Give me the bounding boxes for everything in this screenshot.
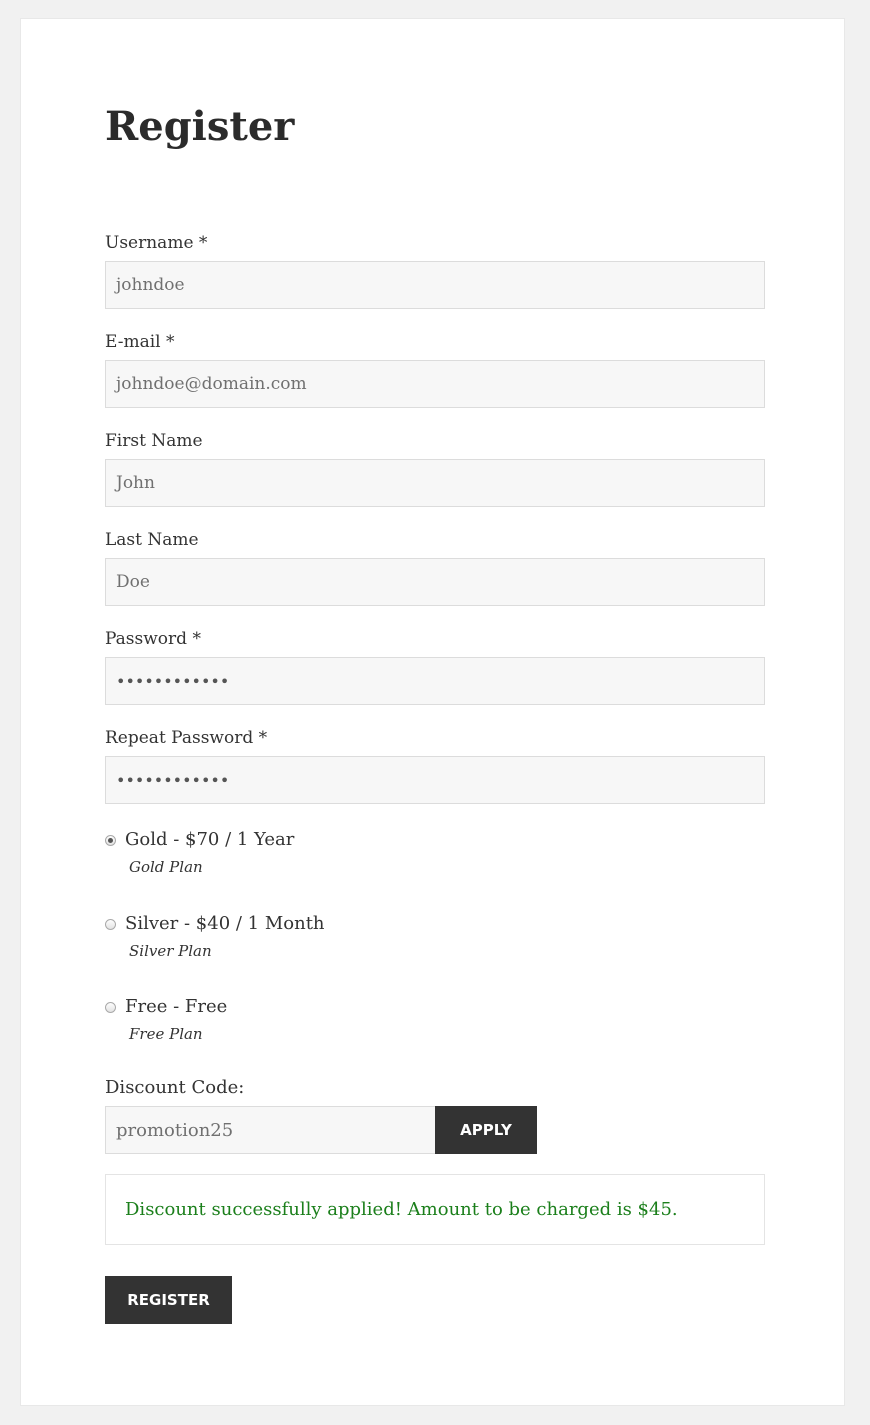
discount-code-input[interactable]: promotion25: [105, 1106, 435, 1154]
plan-free-radio[interactable]: [105, 1002, 116, 1013]
last-name-label: Last Name: [105, 530, 199, 550]
password-input[interactable]: ••••••••••••: [105, 657, 765, 705]
page-title: Register: [105, 103, 295, 150]
first-name-label: First Name: [105, 431, 203, 451]
plan-free-name: Free - Free: [125, 996, 228, 1017]
plan-gold-name: Gold - $70 / 1 Year: [125, 829, 295, 850]
username-input[interactable]: johndoe: [105, 261, 765, 309]
repeat-password-label: Repeat Password *: [105, 728, 268, 748]
plan-gold-radio[interactable]: [105, 835, 116, 846]
first-name-input[interactable]: John: [105, 459, 765, 507]
plan-free-description: Free Plan: [129, 1025, 203, 1043]
plan-gold-description: Gold Plan: [129, 858, 203, 876]
last-name-input[interactable]: Doe: [105, 558, 765, 606]
register-button[interactable]: REGISTER: [105, 1276, 232, 1324]
plan-silver-radio[interactable]: [105, 919, 116, 930]
repeat-password-input[interactable]: ••••••••••••: [105, 756, 765, 804]
plan-silver-description: Silver Plan: [129, 942, 212, 960]
discount-success-message: Discount successfully applied! Amount to be charged is $45.: [105, 1174, 765, 1245]
discount-code-label: Discount Code:: [105, 1077, 245, 1098]
email-input[interactable]: johndoe@domain.com: [105, 360, 765, 408]
apply-discount-button[interactable]: APPLY: [435, 1106, 537, 1154]
register-card: [20, 18, 845, 1406]
plan-silver-name: Silver - $40 / 1 Month: [125, 913, 325, 934]
email-label: E-mail *: [105, 332, 175, 352]
username-label: Username *: [105, 233, 208, 253]
password-label: Password *: [105, 629, 201, 649]
